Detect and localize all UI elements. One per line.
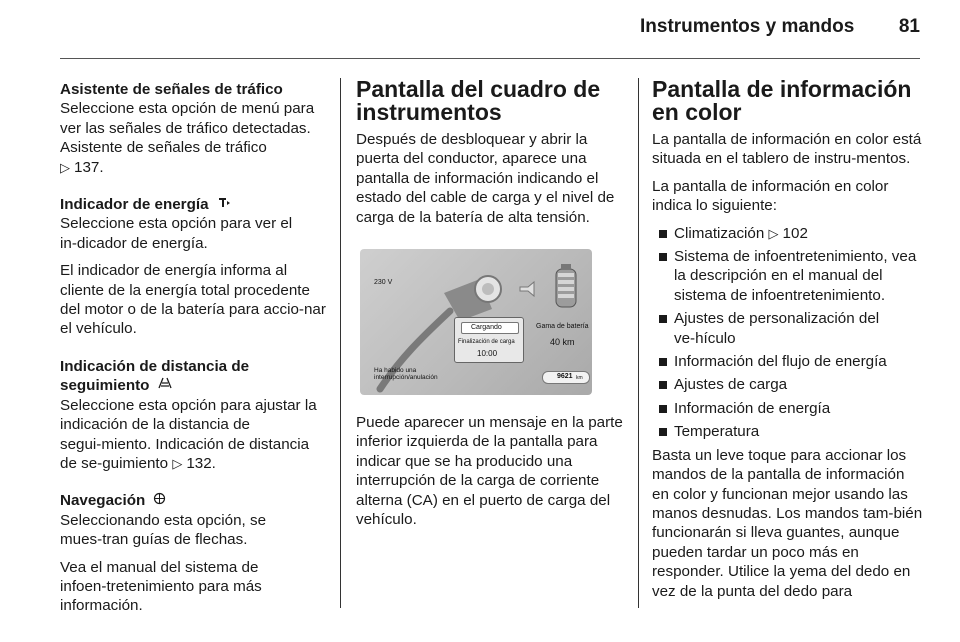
section-energy-indicator <box>60 195 330 339</box>
color-display-p1: La pantalla de información en color está situada en el tablero de instru‑mentos. <box>652 131 922 168</box>
energy-p2: El indicador de energía informa al cliente de la energía total procedente del motor o de la batería para accio‑nar el vehículo. <box>60 262 326 338</box>
battery-range-label: Gama de batería <box>536 323 589 331</box>
page-header-title: Instrumentos y mandos <box>640 16 855 37</box>
distance-body: Seleccione esta opción para ajustar la indicación de la distancia de segui‑miento. Indicación de distancia de se‑guimiento <box>60 396 317 472</box>
interruption-alert: Ha habido una interrupción/anulación <box>374 367 438 382</box>
list-item <box>652 224 924 243</box>
traffic-body: Seleccione esta opción de menú para ver las señales de tráfico detectadas. Asistente de señales de tráfico <box>60 100 315 157</box>
bullet-square-icon <box>659 253 667 261</box>
odometer-unit: km <box>576 375 583 382</box>
distance-text <box>60 396 330 474</box>
section-following-distance <box>60 357 330 473</box>
bullet-square-icon <box>659 381 667 389</box>
column-left <box>60 80 330 624</box>
traffic-text <box>60 99 330 177</box>
list-item <box>652 422 924 441</box>
energy-p1: Seleccione esta opción para ver el in‑dicador de energía. <box>60 215 293 252</box>
display-contents-list <box>652 224 924 442</box>
list-item-text: Sistema de infoentretenimiento, vea la descripción en el manual del sistema de infoentretenimiento. <box>674 248 917 304</box>
bullet-square-icon <box>659 230 667 238</box>
nav-p2: Vea el manual del sistema de infoen‑tretenimiento para más información. <box>60 558 262 615</box>
column-divider-2 <box>638 78 639 608</box>
bullet-square-icon <box>659 428 667 436</box>
column-middle <box>356 76 626 537</box>
section-title-color-display: Pantalla de información en color <box>652 76 912 125</box>
section-traffic-sign-assistant <box>60 80 330 177</box>
list-item-text: Ajustes de personalización del ve‑hículo <box>674 310 880 347</box>
nav-heading <box>60 491 330 510</box>
charge-finish-label: Finalización de carga <box>458 339 515 346</box>
list-item <box>652 399 924 418</box>
section-title-instrument-display: Pantalla del cuadro de instrumentos <box>356 76 601 125</box>
battery-range-value: 40 km <box>550 337 575 348</box>
touch-controls-paragraph: Basta un leve toque para accionar los mandos de la pantalla de información en color y funcionan mejor usando las manos desnudas. Los mandos tam‑bién funcionarán si lleva guantes, aunque pueden tardar un poco más en responder. Utilice la yema del dedo en vez de la punta del dedo para <box>652 446 923 600</box>
traffic-page-ref[interactable]: 137. <box>74 158 104 176</box>
nav-heading-text: Navegación <box>60 492 146 510</box>
distance-heading-text: Indicación de distancia de seguimiento <box>60 357 250 395</box>
charging-status: Cargando <box>471 324 502 332</box>
page-number: 81 <box>898 16 920 37</box>
energy-heading-text: Indicador de energía <box>60 196 209 214</box>
instrument-intro: Después de desbloquear y abrir la puerta del conductor, aparece una pantalla de información indicando el estado del cable de carga y el nivel de carga de la batería de alta tensión. <box>356 131 615 226</box>
list-item <box>652 309 924 348</box>
energy-heading <box>60 195 330 214</box>
bullet-square-icon <box>659 405 667 413</box>
interruption-paragraph: Puede aparecer un mensaje en la parte inferior izquierda de la pantalla para indicar que se ha producido una interrupción de la carga de corriente alterna (CA) en el puerto de carga del vehículo. <box>356 414 623 529</box>
odometer-value: 9621 <box>557 373 573 381</box>
list-item <box>652 247 924 305</box>
list-item-text: Información del flujo de energía <box>674 353 887 371</box>
color-display-p2: La pantalla de información en color indica lo siguiente: <box>652 177 889 215</box>
column-right <box>652 76 924 609</box>
charging-screen-illustration <box>360 249 592 395</box>
voltage-label: 230 V <box>374 279 393 287</box>
list-item-page-ref[interactable]: 102 <box>782 224 808 242</box>
page-ref-arrow-icon: ▷ <box>768 225 779 241</box>
charging-status-box <box>454 317 524 363</box>
list-item <box>652 352 924 371</box>
distance-heading <box>60 357 330 396</box>
navigation-compass-icon <box>153 491 166 510</box>
odometer-box <box>542 371 590 384</box>
list-item-text: Información de energía <box>674 399 831 417</box>
distance-page-ref[interactable]: 132. <box>186 454 216 472</box>
column-divider-1 <box>340 78 341 608</box>
page-ref-arrow-icon: ▷ <box>172 455 183 471</box>
list-item-text: Ajustes de carga <box>674 376 788 394</box>
header-rule <box>60 58 920 59</box>
section-navigation <box>60 491 330 615</box>
following-distance-icon <box>157 376 173 395</box>
traffic-heading: Asistente de señales de tráfico <box>60 81 283 98</box>
page-ref-arrow-icon: ▷ <box>60 159 70 175</box>
bullet-square-icon <box>659 358 667 366</box>
list-item <box>652 375 924 394</box>
list-item-text: Climatización <box>674 224 765 242</box>
list-item-text: Temperatura <box>674 423 760 441</box>
bullet-square-icon <box>659 315 667 323</box>
nav-p1: Seleccionando esta opción, se mues‑tran guías de flechas. <box>60 511 267 549</box>
charge-finish-time: 10:00 <box>477 349 498 359</box>
energy-gauge-icon <box>217 195 231 214</box>
